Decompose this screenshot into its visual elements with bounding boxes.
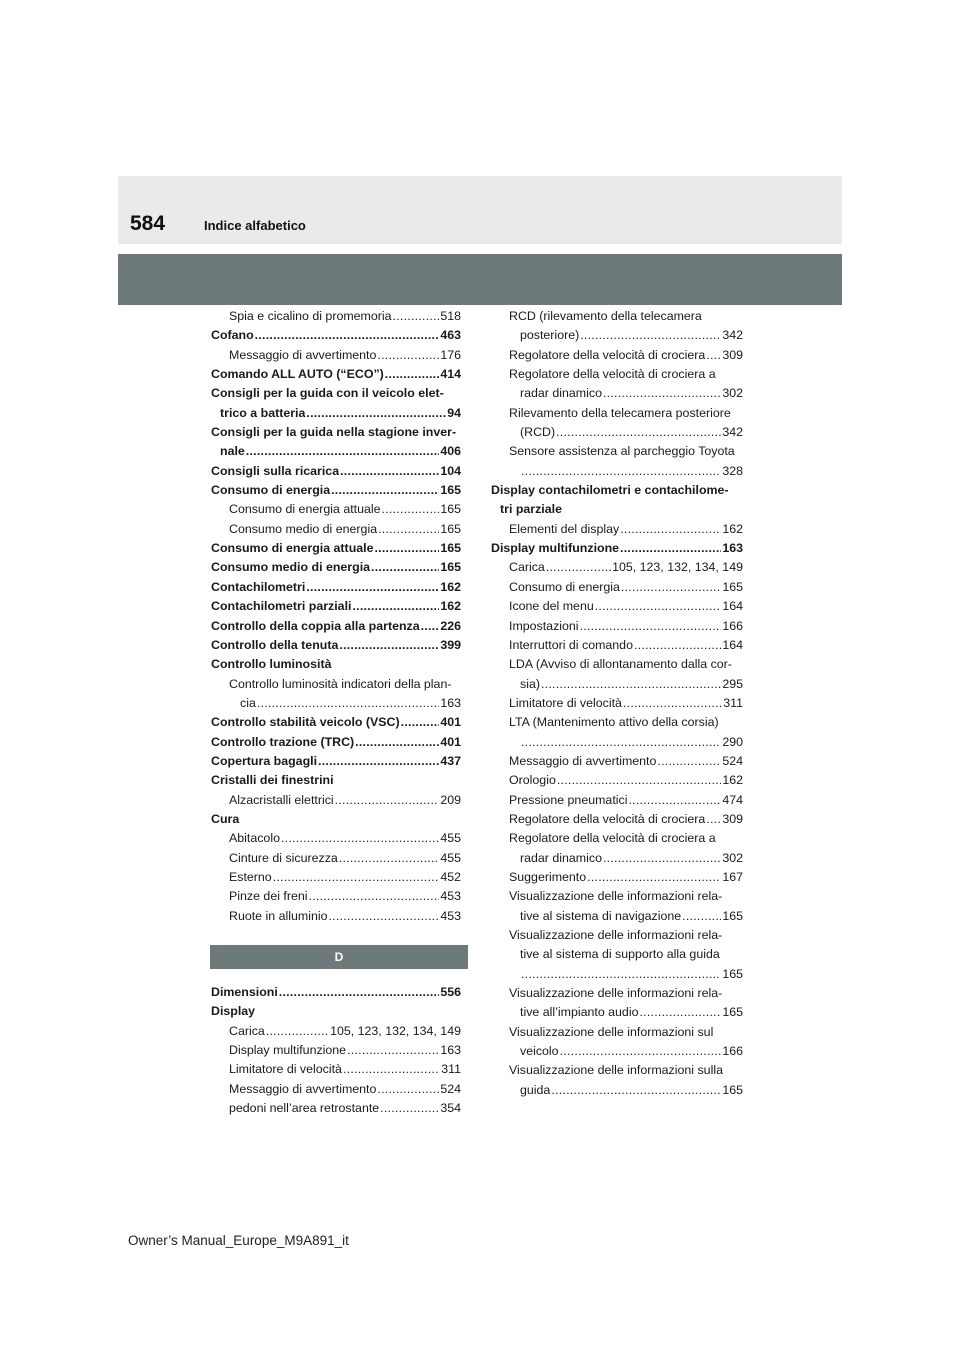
index-entry: Cristalli dei finestrini: [211, 773, 334, 788]
index-entry-term: pedoni nell’area retrostante: [229, 1101, 380, 1116]
index-entry-page: 105, 123, 132, 134, 149: [612, 560, 743, 575]
index-entry-term: Consumo medio di energia: [211, 560, 371, 575]
index-entry-page: 524: [722, 753, 743, 768]
index-entry-term: radar dinamico: [520, 386, 602, 401]
header-band: [118, 176, 842, 244]
index-entry: Visualizzazione delle informazioni sulla: [509, 1063, 723, 1078]
dot-leader: [521, 733, 721, 752]
index-entry: Consigli per la guida nella stagione inver-: [211, 425, 457, 440]
index-entry-term: Comando ALL AUTO (“ECO”): [211, 367, 384, 382]
index-entry-page: 401: [440, 734, 461, 749]
index-entry: [211, 404, 461, 423]
index-entry: [491, 1081, 743, 1100]
index-entry-page: 474: [722, 792, 743, 807]
index-entry-term: Consumo di energia attuale: [211, 541, 374, 556]
dot-leader: [657, 752, 721, 771]
index-entry-term: Controllo trazione (TRC): [211, 734, 355, 749]
index-entry: [211, 326, 461, 345]
index-entry-page: 105, 123, 132, 134, 149: [330, 1023, 461, 1038]
index-column-left: [211, 307, 461, 1118]
dot-leader: [347, 1041, 439, 1060]
letter-divider-d: D: [210, 945, 468, 969]
index-entry: Cura: [211, 811, 240, 826]
index-entry-term: Messaggio di avvertimento: [509, 753, 657, 768]
dot-leader: [560, 1042, 722, 1061]
index-entry-term: Carica: [229, 1023, 265, 1038]
index-entry: [491, 384, 743, 403]
index-entry: [491, 1003, 743, 1022]
index-list-c: [211, 307, 461, 926]
dot-leader: [382, 500, 440, 519]
dot-leader: [339, 849, 440, 868]
dot-leader: [580, 617, 722, 636]
index-entry: [491, 791, 743, 810]
index-entry: Controllo luminosità indicatori della plan-: [229, 676, 452, 691]
dot-leader: [377, 346, 439, 365]
index-entry: [491, 520, 743, 539]
index-entry-page: 166: [722, 618, 743, 633]
index-entry-page: 452: [440, 869, 461, 884]
index-entry: [491, 462, 743, 481]
index-entry: Rilevamento della telecamera posteriore: [509, 405, 731, 420]
index-entry: [211, 907, 461, 926]
index-entry-page: 302: [722, 850, 743, 865]
index-entry-page: 328: [722, 463, 743, 478]
index-entry-page: 162: [722, 773, 743, 788]
dot-leader: [621, 578, 721, 597]
dot-leader: [706, 810, 721, 829]
index-entry: [211, 617, 461, 636]
index-entry: [211, 733, 461, 752]
index-entry-page: 302: [722, 386, 743, 401]
index-entry: [211, 1041, 461, 1060]
index-entry: [491, 326, 743, 345]
index-entry-page: 295: [722, 676, 743, 691]
dot-leader: [309, 887, 440, 906]
index-entry-page: 399: [440, 637, 461, 652]
index-entry-term: sia): [520, 676, 540, 691]
dot-leader: [620, 539, 721, 558]
dot-leader: [306, 578, 439, 597]
index-entry-page: 162: [440, 579, 461, 594]
index-entry-term: Controllo della coppia alla partenza: [211, 618, 420, 633]
index-entry-term: Controllo della tenuta: [211, 637, 339, 652]
index-entry-page: 342: [722, 425, 743, 440]
index-entry-page: 342: [722, 328, 743, 343]
index-entry: [211, 713, 461, 732]
index-entry-term: Consigli sulla ricarica: [211, 463, 340, 478]
dot-leader: [556, 423, 721, 442]
dot-leader: [603, 849, 721, 868]
index-entry-term: Contachilometri parziali: [211, 599, 352, 614]
dot-leader: [541, 675, 721, 694]
index-entry-page: 104: [440, 463, 461, 478]
index-entry-term: Impostazioni: [509, 618, 579, 633]
index-entry-term: Alzacristalli elettrici: [229, 792, 334, 807]
index-entry: [211, 636, 461, 655]
index-entry: Visualizzazione delle informazioni rela-: [509, 986, 723, 1001]
index-entry: tri parziale: [500, 502, 562, 517]
index-entry-term: (RCD): [520, 425, 556, 440]
index-entry-page: 401: [440, 715, 461, 730]
index-entry: [211, 887, 461, 906]
index-entry-term: Display multifunzione: [229, 1043, 347, 1058]
index-entry: LDA (Avviso di allontanamento dalla cor-: [509, 657, 732, 672]
index-entry: Visualizzazione delle informazioni rela-: [509, 928, 723, 942]
dot-leader: [628, 791, 721, 810]
dot-leader: [371, 558, 439, 577]
index-entry-page: 165: [440, 502, 461, 517]
index-entry: [491, 636, 743, 655]
index-entry: [491, 423, 743, 442]
index-entry: [211, 520, 461, 539]
dot-leader: [318, 752, 439, 771]
index-entry-term: Abitacolo: [229, 831, 280, 846]
index-entry-page: 226: [440, 618, 461, 633]
index-entry-term: Controllo stabilità veicolo (VSC): [211, 715, 400, 730]
index-entry: Sensore assistenza al parcheggio Toyota: [509, 444, 735, 459]
dot-leader: [355, 733, 439, 752]
index-entry-page: 165: [440, 541, 461, 556]
index-entry: [211, 1022, 461, 1041]
index-entry-page: 164: [722, 599, 743, 614]
dot-leader: [378, 520, 439, 539]
dot-leader: [557, 771, 721, 790]
index-entry: [211, 539, 461, 558]
index-entry-page: 437: [440, 753, 461, 768]
dot-leader: [401, 713, 440, 732]
index-entry: [211, 578, 461, 597]
index-entry: Consigli per la guida con il veicolo elet-: [211, 386, 444, 401]
index-entry-page: 524: [440, 1081, 461, 1096]
index-entry-page: 518: [440, 309, 461, 323]
index-entry: [491, 346, 743, 365]
footer-text: Owner’s Manual_Europe_M9A891_it: [128, 1233, 349, 1248]
index-column-right: [491, 307, 743, 1100]
index-entry: [211, 829, 461, 848]
index-entry-page: 309: [722, 811, 743, 826]
index-entry-term: posteriore): [520, 328, 580, 343]
index-entry-term: veicolo: [520, 1044, 559, 1059]
index-entry: Display: [211, 1004, 256, 1019]
index-entry-term: Consumo medio di energia: [229, 521, 378, 536]
dot-leader: [587, 868, 721, 887]
dot-leader: [603, 384, 721, 403]
index-entry-term: Suggerimento: [509, 869, 587, 884]
index-entry-term: Consumo di energia: [509, 579, 620, 594]
index-entry-page: 354: [440, 1101, 461, 1116]
index-entry-term: trico a batteria: [220, 405, 306, 420]
index-entry-term: Contachilometri: [211, 579, 306, 594]
index-entry: [211, 442, 461, 461]
index-entry: [491, 849, 743, 868]
dot-leader: [521, 462, 721, 481]
index-entry: Display contachilometri e contachilome-: [491, 483, 729, 498]
index-entry-page: 167: [722, 869, 743, 884]
index-entry: [491, 868, 743, 887]
index-entry: [491, 617, 743, 636]
index-entry-page: 165: [440, 521, 461, 536]
index-entry: [491, 539, 743, 558]
index-entry-term: Ruote in alluminio: [229, 908, 328, 923]
dot-leader: [335, 791, 440, 810]
index-entry-term: Orologio: [509, 773, 556, 788]
index-entry: [211, 365, 461, 384]
index-entry-page: 165: [722, 1005, 743, 1020]
index-entry: [491, 578, 743, 597]
dot-leader: [281, 829, 439, 848]
index-entry: Regolatore della velocità di crociera a: [509, 831, 716, 846]
dot-leader: [306, 404, 446, 423]
index-list-d-continued: [491, 307, 743, 1100]
index-entry-page: 414: [440, 367, 461, 382]
index-entry: [211, 694, 461, 713]
dot-leader: [377, 1080, 439, 1099]
index-entry-term: Dimensioni: [211, 985, 278, 999]
dot-leader: [273, 868, 440, 887]
index-entry-page: 162: [722, 521, 743, 536]
index-entry-page: 163: [722, 541, 743, 556]
dot-leader: [266, 1022, 329, 1041]
dot-leader: [551, 1081, 721, 1100]
index-entry-page: 556: [440, 985, 461, 999]
index-entry-term: tive al sistema di navigazione: [520, 908, 682, 923]
index-list-d: [211, 983, 461, 1118]
dot-leader: [623, 694, 722, 713]
index-entry-term: Messaggio di avvertimento: [229, 347, 377, 362]
index-entry-page: 209: [440, 792, 461, 807]
index-entry-page: 455: [440, 831, 461, 846]
index-entry-page: 163: [440, 1043, 461, 1058]
dot-leader: [580, 326, 721, 345]
section-title: Indice alfabetico: [204, 218, 306, 233]
index-entry-term: Regolatore della velocità di crociera: [509, 347, 706, 362]
index-entry-term: nale: [220, 444, 245, 459]
index-entry-term: Icone del menu: [509, 599, 594, 614]
index-entry-page: 463: [440, 328, 461, 343]
index-entry: [211, 1080, 461, 1099]
index-entry: [491, 907, 743, 926]
index-entry: [211, 307, 461, 326]
index-entry: [491, 558, 743, 577]
index-entry: [491, 752, 743, 771]
index-entry-page: 163: [440, 695, 461, 710]
index-entry: [211, 597, 461, 616]
dot-leader: [421, 617, 440, 636]
index-entry-term: Pressione pneumatici: [509, 792, 628, 807]
index-entry: [491, 1042, 743, 1061]
dot-leader: [343, 1060, 440, 1079]
page-number: 584: [130, 212, 166, 235]
dot-leader: [639, 1003, 721, 1022]
dot-leader: [279, 983, 440, 1002]
dot-leader: [620, 520, 721, 539]
index-entry-term: cia: [240, 695, 256, 710]
index-entry: Visualizzazione delle informazioni sul: [509, 1024, 714, 1039]
index-entry-term: Limitatore di velocità: [509, 695, 622, 710]
index-entry: [491, 733, 743, 752]
section-band: [118, 254, 842, 305]
dot-leader: [329, 907, 440, 926]
index-entry: [211, 558, 461, 577]
index-entry-page: 165: [722, 908, 743, 923]
index-entry-term: Display multifunzione: [491, 541, 620, 556]
index-entry-term: Copertura bagagli: [211, 753, 318, 768]
index-entry-page: 406: [440, 444, 461, 459]
index-entry-term: Messaggio di avvertimento: [229, 1081, 377, 1096]
index-entry-page: 165: [722, 966, 743, 981]
dot-leader: [374, 539, 439, 558]
index-entry-term: Interruttori di comando: [509, 637, 633, 652]
index-entry-page: 166: [722, 1044, 743, 1059]
index-entry: [211, 868, 461, 887]
index-entry: [211, 481, 461, 500]
index-entry-page: 309: [722, 347, 743, 362]
index-entry-term: Spia e cicalino di promemoria: [229, 309, 392, 323]
dot-leader: [546, 558, 611, 577]
index-entry-term: tive all’impianto audio: [520, 1005, 639, 1020]
dot-leader: [682, 907, 721, 926]
index-entry-term: radar dinamico: [520, 850, 602, 865]
dot-leader: [706, 346, 721, 365]
index-entry: RCD (rilevamento della telecamera: [509, 309, 702, 323]
index-entry: [211, 752, 461, 771]
index-entry: [211, 983, 461, 1002]
index-entry-term: Cofano: [211, 328, 254, 343]
index-entry: [491, 771, 743, 790]
index-entry-page: 165: [722, 579, 743, 594]
index-entry: Visualizzazione delle informazioni rela-: [509, 889, 723, 904]
dot-leader: [385, 365, 440, 384]
index-entry-term: Regolatore della velocità di crociera: [509, 811, 706, 826]
index-entry-page: 453: [440, 908, 461, 923]
index-entry: [491, 965, 743, 984]
index-entry-page: 94: [447, 405, 461, 420]
dot-leader: [255, 326, 440, 345]
dot-leader: [246, 442, 440, 461]
index-entry-page: 290: [722, 734, 743, 749]
index-entry-term: Limitatore di velocità: [229, 1062, 342, 1077]
dot-leader: [634, 636, 721, 655]
index-entry-term: Pinze dei freni: [229, 889, 308, 904]
index-entry: LTA (Mantenimento attivo della corsia): [509, 715, 719, 730]
index-entry-term: Consumo di energia: [211, 483, 331, 498]
index-entry: [211, 791, 461, 810]
index-entry: Controllo luminosità: [211, 657, 332, 672]
index-entry-term: Consumo di energia attuale: [229, 502, 381, 517]
index-entry-page: 311: [441, 1062, 461, 1077]
index-entry-page: 311: [723, 695, 743, 710]
index-entry-page: 176: [440, 347, 461, 362]
dot-leader: [595, 597, 722, 616]
dot-leader: [380, 1099, 439, 1118]
index-entry: [491, 810, 743, 829]
index-entry: Regolatore della velocità di crociera a: [509, 367, 716, 382]
dot-leader: [393, 307, 440, 326]
dot-leader: [340, 462, 439, 481]
index-entry: [211, 500, 461, 519]
dot-leader: [521, 965, 721, 984]
dot-leader: [257, 694, 439, 713]
index-entry-term: guida: [520, 1082, 551, 1097]
index-entry-term: Carica: [509, 560, 545, 575]
index-entry: [211, 1060, 461, 1079]
index-entry-page: 455: [440, 850, 461, 865]
index-entry: [211, 346, 461, 365]
dot-leader: [331, 481, 439, 500]
index-entry-term: Cinture di sicurezza: [229, 850, 338, 865]
index-entry: [491, 694, 743, 713]
index-entry-term: Elementi del display: [509, 521, 620, 536]
dot-leader: [352, 597, 439, 616]
index-entry-page: 165: [440, 483, 461, 498]
index-entry: tive al sistema di supporto alla guida: [520, 947, 720, 962]
index-entry: [491, 675, 743, 694]
index-entry-page: 165: [440, 560, 461, 575]
index-entry-page: 164: [722, 637, 743, 652]
index-entry: [211, 462, 461, 481]
index-entry-page: 162: [440, 599, 461, 614]
index-entry-page: 165: [722, 1082, 743, 1097]
index-entry: [211, 849, 461, 868]
dot-leader: [339, 636, 439, 655]
index-entry-page: 453: [440, 889, 461, 904]
index-entry: [491, 597, 743, 616]
index-entry-term: Esterno: [229, 869, 272, 884]
index-entry: [211, 1099, 461, 1118]
